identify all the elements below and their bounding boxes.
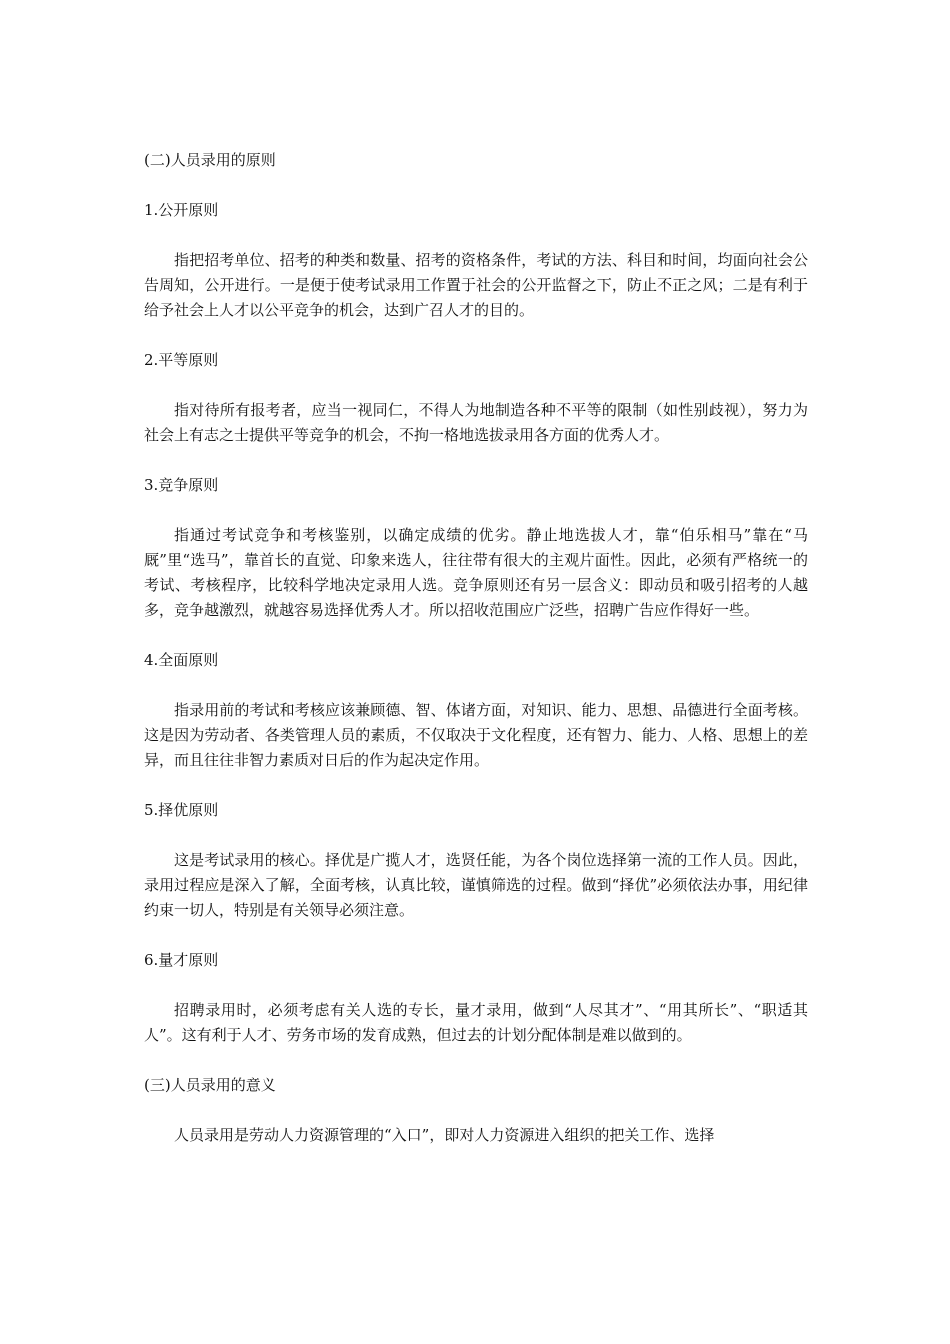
paragraph-competition: 指通过考试竞争和考核鉴别，以确定成绩的优劣。静止地选拔人才，靠“伯乐相马”靠在“马厩”里“选马”，靠首长的直觉、印象来选人，往往带有很大的主观片面性。因此，必须有严格统一的考试、考核程序，比较科学地决定录用人选。竞争原则还有另一层含义：即动员和吸引招考的人越多，竞争越激烈，就越容易选择优秀人才。所以招收范围应广泛些，招聘广告应作得好一些。 xyxy=(144,526,808,619)
heading-equality: 2.平等原则 xyxy=(144,351,219,369)
paragraph-merit: 这是考试录用的核心。择优是广揽人才，选贤任能，为各个岗位选择第一流的工作人员。因此，录用过程应是深入了解，全面考核，认真比较，谨慎筛选的过程。做到“择优”必须依法办事，用纪律约束一切人，特别是有关领导必须注意。 xyxy=(144,851,808,919)
paragraph-comprehensive: 指录用前的考试和考核应该兼顾德、智、体诸方面，对知识、能力、思想、品德进行全面考核。这是因为劳动者、各类管理人员的素质，不仅取决于文化程度，还有智力、能力、人格、思想上的差异，而且往往非智力素质对日后的作为起决定作用。 xyxy=(144,701,808,769)
heading-comprehensive: 4.全面原则 xyxy=(144,651,219,669)
heading-openness: 1.公开原则 xyxy=(144,201,219,219)
paragraph-openness: 指把招考单位、招考的种类和数量、招考的资格条件，考试的方法、科目和时间，均面向社会公告周知，公开进行。一是便于使考试录用工作置于社会的公开监督之下，防止不正之风；二是有利于给予社会上人才以公平竞争的机会，达到广召人才的目的。 xyxy=(144,251,808,319)
paragraph-significance: 人员录用是劳动人力资源管理的“入口”，即对人力资源进入组织的把关工作、选择 xyxy=(174,1126,715,1144)
heading-merit: 5.择优原则 xyxy=(144,801,219,819)
paragraph-talent-fit: 招聘录用时，必须考虑有关人选的专长，量才录用，做到“人尽其才”、“用其所长”、“职适其人”。这有利于人才、劳务市场的发育成熟，但过去的计划分配体制是难以做到的。 xyxy=(144,1001,808,1044)
heading-competition: 3.竞争原则 xyxy=(144,476,219,494)
section-heading-principles: (二)人员录用的原则 xyxy=(144,151,276,169)
document-page xyxy=(144,148,808,1148)
heading-talent-fit: 6.量才原则 xyxy=(144,951,219,969)
paragraph-equality: 指对待所有报考者，应当一视同仁，不得人为地制造各种不平等的限制（如性别歧视），努力为社会上有志之士提供平等竞争的机会，不拘一格地选拔录用各方面的优秀人才。 xyxy=(144,401,808,444)
section-heading-significance: (三)人员录用的意义 xyxy=(144,1076,276,1094)
